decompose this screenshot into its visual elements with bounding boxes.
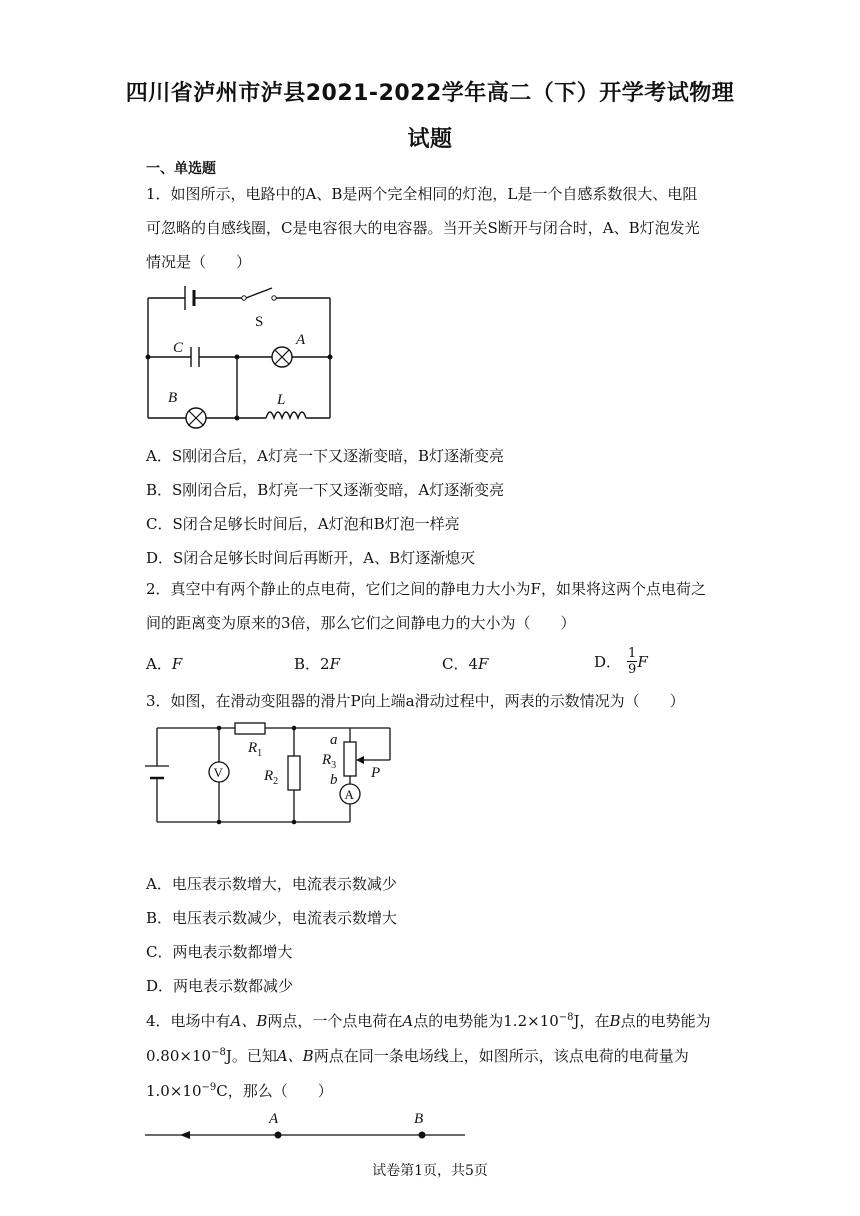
q3-label-p: P xyxy=(371,765,381,781)
lamp-b-icon xyxy=(186,408,206,428)
q1-text-line1: 1．如图所示，电路中的A、B是两个完全相同的灯泡，L是一个自感系数很大、电阻 xyxy=(146,185,698,203)
page-title-line2: 试题 xyxy=(407,127,453,152)
q4-text-line2: $0.80\times 10^{-8}J$。已知A、B两点在同一条电场线上，如图所示，该点电荷的电荷量为 xyxy=(146,1047,689,1065)
q2-option-b: B．2F xyxy=(294,655,340,673)
q1-option-a: A．S刚闭合后，A灯亮一下又逐渐变暗，B灯逐渐变亮 xyxy=(146,447,504,465)
svg-text:V: V xyxy=(213,765,223,780)
point-a-icon xyxy=(275,1132,282,1139)
q3-label-b: b xyxy=(330,772,338,788)
q1-circuit-diagram xyxy=(140,280,340,430)
ammeter-icon xyxy=(340,784,360,804)
lamp-a-icon xyxy=(272,347,292,367)
q2-option-a: A．F xyxy=(146,655,183,673)
page-footer: 试卷第1页，共5页 xyxy=(372,1163,488,1179)
q1-label-a: A xyxy=(296,332,306,348)
q2-option-d: D． $\frac{1}{9}$ F xyxy=(594,646,648,677)
q3-label-a: a xyxy=(330,732,338,748)
q2-option-c: C．4F xyxy=(442,655,489,673)
q3-circuit-diagram xyxy=(140,720,400,832)
q2-text-line2: 间的距离变为原来的3倍，那么它们之间静电力的大小为（ ） xyxy=(146,614,576,632)
field-direction-arrow-icon xyxy=(180,1131,190,1139)
q3-option-b: B．电压表示数减少，电流表示数增大 xyxy=(146,909,398,927)
page-title-line1: 四川省泸州市泸县2021-2022学年高二（下）开学考试物理 xyxy=(125,81,735,106)
q4-label-b: B xyxy=(414,1111,424,1127)
svg-text:R1: $R_1$ xyxy=(248,740,263,759)
section-title: 一、单选题 xyxy=(146,161,216,177)
q1-label-c: C xyxy=(173,340,184,356)
voltmeter-icon xyxy=(209,762,229,782)
q3-text-line1: 3．如图，在滑动变阻器的滑片P向上端a滑动过程中，两表的示数情况为（ ） xyxy=(146,692,685,710)
q3-option-c: C．两电表示数都增大 xyxy=(146,943,293,961)
fraction-one-ninth: $\frac{1}{9}$ xyxy=(628,646,637,677)
q1-label-s: S xyxy=(255,314,264,330)
q1-text-line2: 可忽略的自感线圈，C是电容很大的电容器。当开关S断开与闭合时，A、B灯泡发光 xyxy=(146,219,700,237)
q1-option-c: C．S闭合足够长时间后，A灯泡和B灯泡一样亮 xyxy=(146,515,460,533)
rheostat-r3-icon xyxy=(344,742,356,776)
q2-text-line1: 2．真空中有两个静止的点电荷，它们之间的静电力大小为F，如果将这两个点电荷之 xyxy=(146,580,706,598)
q3-option-a: A．电压表示数增大，电流表示数减少 xyxy=(146,875,397,893)
resistor-r1-icon xyxy=(235,723,265,734)
resistor-r2-icon xyxy=(288,756,300,790)
q4-field-line-diagram xyxy=(140,1104,470,1144)
q1-label-b: B xyxy=(168,390,178,406)
q1-option-b: B．S刚闭合后，B灯亮一下又逐渐变暗，A灯逐渐变亮 xyxy=(146,481,505,499)
q3-option-d: D．两电表示数都减少 xyxy=(146,977,294,995)
q4-text-line1: 4．电场中有A、B两点，一个点电荷在A点的电势能为$1.2\times 10^{-8}J$，在B点的电势能为 xyxy=(146,1012,711,1030)
svg-text:R3: $R_3$ xyxy=(322,752,337,771)
svg-text:R2: $R_2$ xyxy=(264,768,279,787)
q1-text-line3: 情况是（ ） xyxy=(146,253,252,271)
svg-text:A: A xyxy=(344,787,354,802)
q1-option-d: D．S闭合足够长时间后再断开，A、B灯逐渐熄灭 xyxy=(146,549,476,567)
point-b-icon xyxy=(419,1132,426,1139)
q1-label-l: L xyxy=(277,392,286,408)
q4-text-line3: $1.0\times 10^{-9}C$，那么（ ） xyxy=(146,1082,333,1100)
q4-label-a: A xyxy=(269,1111,279,1127)
